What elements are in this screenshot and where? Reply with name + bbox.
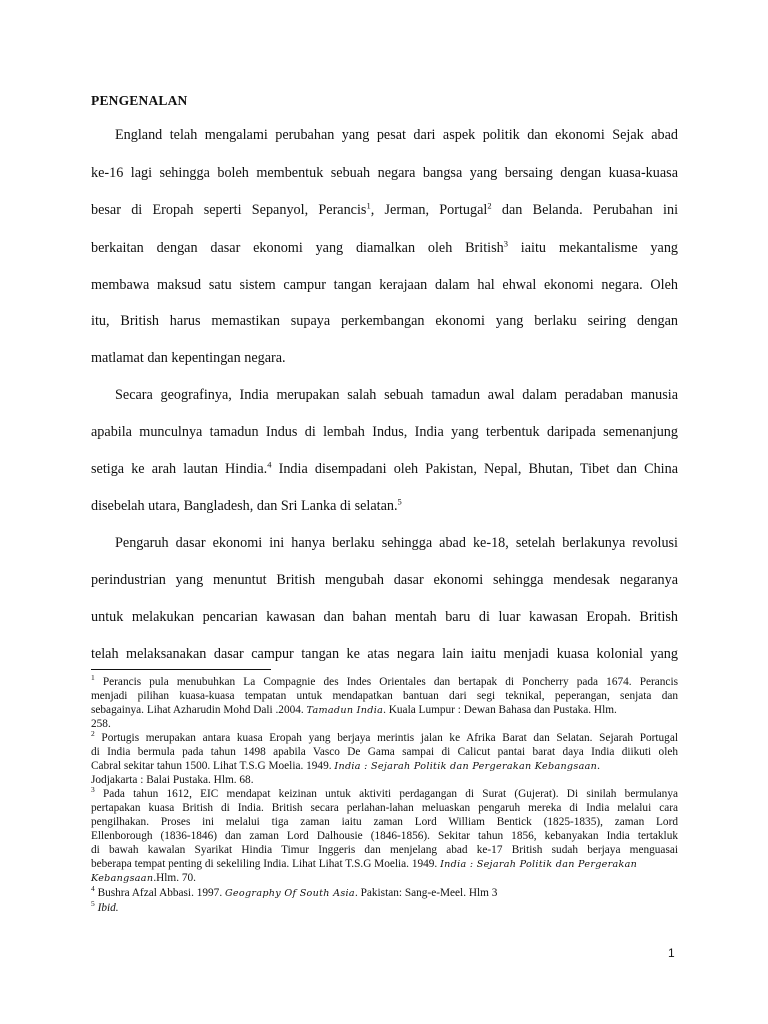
footnote-line: di bawah kawalan Syarikat Hindia Timur Inggeris dan menjelang abad ke-17 British sudah berjaya menguasai (91, 844, 678, 856)
body-line: Secara geografinya, India merupakan salah sebuah tamadun awal dalam peradaban manusia (115, 387, 678, 403)
body-line: perindustrian yang menuntut British mengubah dasar ekonomi sehingga mendesak negaranya (91, 572, 678, 588)
body-line: membawa maksud satu sistem campur tangan kerajaan dalam hal ehwal ekonomi negara. Oleh (91, 277, 678, 293)
body-line: ke-16 lagi sehingga boleh membentuk sebuah negara bangsa yang bersaing dengan kuasa-kuasa (91, 165, 678, 181)
body-line: apabila munculnya tamadun Indus di lembah Indus, India yang terbentuk daripada semenanjung (91, 424, 678, 440)
section-heading: PENGENALAN (91, 93, 188, 108)
footnote-line: $^4$ Bushra Afzal Abbasi. 1997. Geography Of South Asia. Pakistan: Sang-e-Meel. Hlm 3 (91, 884, 498, 899)
footnote-ref: 5 (397, 496, 402, 507)
footnote-line: Ellenborough (1836-1846) dan zaman Lord Dalhousie (1846-1856). Sekitar tahun 1856, kebanyakan India tertakluk (91, 830, 678, 842)
footnote-separator (91, 669, 271, 670)
body-line: disebelah utara, Bangladesh, dan Sri Lanka di selatan.$^5$ (91, 496, 402, 514)
body-line: itu, British harus memastikan supaya perkembangan ekonomi yang berlaku seiring dengan (91, 313, 678, 329)
footnote-line: beberapa tempat penting di sekeliling India. Lihat Lihat T.S.G Moelia. 1949. India : Sejarah Politik dan Pergerakan (91, 858, 638, 870)
footnote-line: Cabral sekitar tahun 1500. Lihat T.S.G Moelia. 1949. India : Sejarah Politik dan Pergerakan Kebangsaan. (91, 760, 600, 772)
footnote-line: menjadi pilihan kuasa-kuasa tempatan untuk mendapatkan bantuan dari segi teknikal, peperangan, senjata dan (91, 690, 678, 702)
body-line: Pengaruh dasar ekonomi ini hanya berlaku sehingga abad ke-18, setelah berlakunya revolusi (115, 535, 678, 551)
footnote-line: $^3$ Pada tahun 1612, EIC mendapat keizinan untuk aktiviti perdagangan di Surat (Gujerat). Di sinilah bermulanya (91, 785, 678, 800)
footnote-line: di India bermula pada tahun 1498 apabila Vasco De Gama sampai di Calicut pantai barat daya India diikuti oleh (91, 746, 678, 758)
footnote-line: $^1$ Perancis pula menubuhkan La Compagnie des Indes Orientales dan bertapak di Poncherry pada 1674. Perancis (91, 673, 678, 688)
footnote-ref: 2 (487, 200, 492, 211)
body-line: untuk melakukan pencarian kawasan dan bahan mentah baru di luar kawasan Eropah. British (91, 609, 678, 625)
footnote-mark: 3 (91, 785, 95, 795)
body-line: telah melaksanakan dasar campur tangan ke atas negara lain iaitu menjadi kuasa kolonial yang (91, 646, 678, 662)
footnote-line: sebagainya. Lihat Azharudin Mohd Dali .2004. Tamadun India. Kuala Lumpur : Dewan Bahasa dan Pustaka. Hlm. (91, 704, 617, 716)
footnote-line: Kebangsaan.Hlm. 70. (91, 872, 196, 884)
body-line: besar di Eropah seperti Sepanyol, Perancis$^1$, Jerman, Portugal$^2$ dan Belanda. Perubahan ini (91, 200, 679, 218)
footnote-line: $^2$ Portugis merupakan antara kuasa Eropah yang berjaya merintis jalan ke Afrika Barat dan Selatan. Sejarah Portugal (91, 729, 678, 744)
footnote-mark: 2 (91, 729, 95, 739)
body-line: matlamat dan kepentingan negara. (91, 350, 286, 366)
footnote-line: pertapakan kuasa British di India. British secara perlahan-lahan meluaskan pengaruh mereka di India melalui cara (91, 802, 678, 814)
footnote-ref: 3 (503, 238, 508, 249)
footnote-line: Jodjakarta : Balai Pustaka. Hlm. 68. (91, 774, 254, 786)
footnote-line: pengilhakan. Proses ini melalui tiga zaman iaitu zaman Lord William Bentick (1825-1835), zaman Lord (91, 816, 678, 828)
footnote-ref: 4 (267, 459, 272, 470)
footnote-ref: 1 (366, 200, 371, 211)
footnote-mark: 1 (91, 673, 95, 683)
page-number: 1 (668, 946, 675, 960)
body-line: England telah mengalami perubahan yang pesat dari aspek politik dan ekonomi Sejak abad (115, 127, 678, 143)
footnote-line: $^5$ Ibid. (91, 899, 119, 914)
footnote-line: 258. (91, 718, 111, 730)
footnote-mark: 4 (91, 884, 95, 894)
footnote-mark: 5 (91, 899, 95, 909)
body-line: berkaitan dengan dasar ekonomi yang diamalkan oleh British$^3$ iaitu mekantalisme yang (91, 238, 679, 256)
body-line: setiga ke arah lautan Hindia.$^4$ India disempadani oleh Pakistan, Nepal, Bhutan, Tibet dan China (91, 459, 678, 477)
